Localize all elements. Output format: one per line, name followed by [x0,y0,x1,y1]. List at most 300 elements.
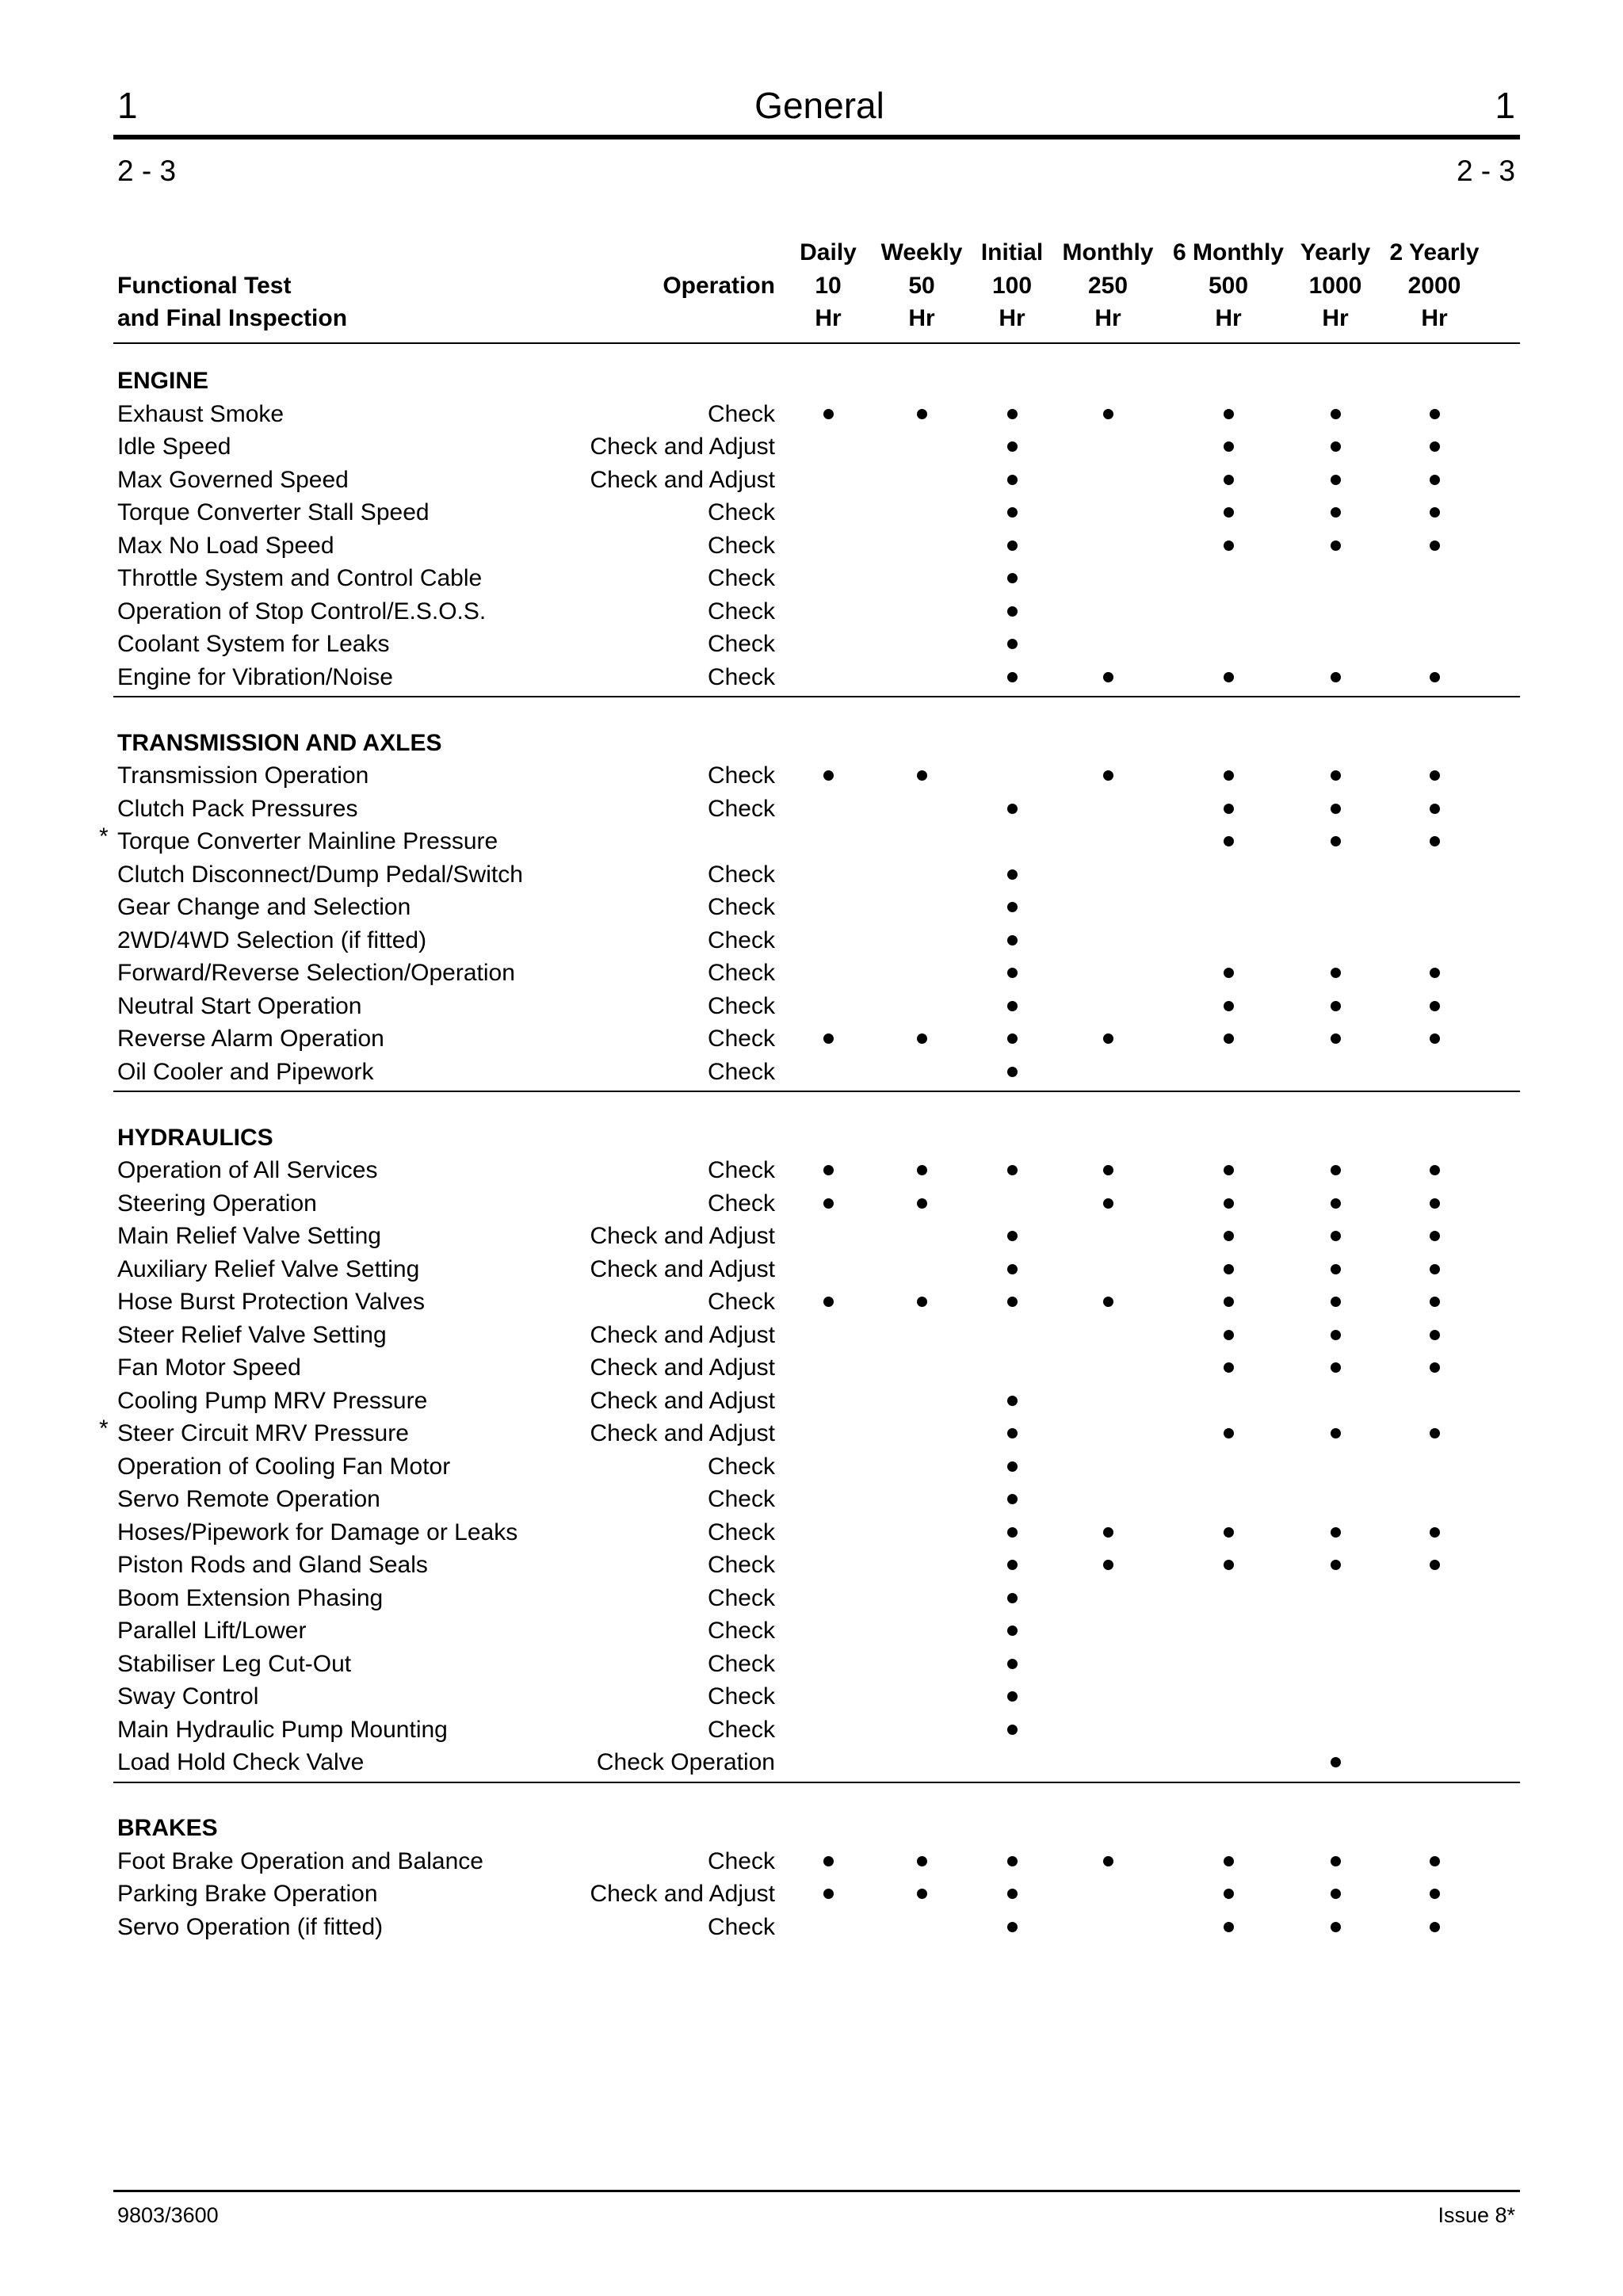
table-title-line: and Final Inspection [117,305,348,331]
interval-bullet-icon [1224,1428,1234,1438]
interval-bullet-icon [823,1033,834,1044]
interval-bullet-icon [1224,770,1234,781]
column-header-line: Initial [980,239,1044,266]
operation-cell: Check [707,400,775,427]
interval-bullet-icon [1103,1527,1113,1538]
table-row [0,1450,1623,1484]
interval-bullet-icon [1224,475,1234,485]
operation-cell: Check [707,1913,775,1940]
column-header-line: Hr [1322,305,1349,331]
interval-bullet-icon [1007,1428,1018,1438]
operation-cell: Check and Adjust [590,1881,775,1907]
table-row [0,1582,1623,1615]
interval-bullet-icon [1224,409,1234,419]
interval-bullet-icon [1103,1033,1113,1044]
page-number-left: 2 - 3 [117,155,177,187]
interval-bullet-icon [1007,409,1018,419]
inspection-item-label: Torque Converter Mainline Pressure [117,828,498,854]
interval-bullet-icon [1224,1165,1234,1175]
inspection-item-label: Operation of Stop Control/E.S.O.S. [117,598,487,625]
interval-bullet-icon [1331,1198,1341,1209]
interval-bullet-icon [1224,672,1234,682]
section-heading-row [0,1812,1623,1845]
interval-bullet-icon [1224,1033,1234,1044]
interval-bullet-icon [1224,836,1234,846]
inspection-item-label: Foot Brake Operation and Balance [117,1847,483,1874]
column-header-line: Yearly [1300,239,1371,266]
interval-bullet-icon [1224,1330,1234,1340]
interval-bullet-icon [1007,1626,1018,1636]
table-row [0,1154,1623,1187]
inspection-item-label: Max Governed Speed [117,466,349,493]
inspection-item-label: Sway Control [117,1683,259,1710]
interval-bullet-icon [1430,770,1440,781]
interval-bullet-icon [1430,1001,1440,1011]
inspection-item-label: Fan Motor Speed [117,1354,301,1381]
table-row [0,464,1623,497]
interval-bullet-icon [1007,1067,1018,1077]
operation-cell: Check [707,532,775,559]
operation-cell: Check [707,992,775,1019]
interval-column-header [1379,236,1490,335]
inspection-item-label: Servo Operation (if fitted) [117,1913,384,1940]
column-header-line: Hr [815,305,842,331]
inspection-item-label: Main Hydraulic Pump Mounting [117,1716,448,1743]
interval-bullet-icon [1331,1889,1341,1899]
interval-bullet-icon [1430,672,1440,682]
interval-bullet-icon [1224,1889,1234,1899]
column-header-line: Monthly [1062,239,1154,266]
interval-bullet-icon [1007,1297,1018,1307]
table-row [0,595,1623,628]
interval-bullet-icon [1331,1165,1341,1175]
operation-cell: Check and Adjust [590,466,775,493]
interval-bullet-icon [917,1033,927,1044]
interval-bullet-icon [823,1889,834,1899]
inspection-item-label: Steer Circuit MRV Pressure [117,1420,409,1446]
interval-bullet-icon [1331,770,1341,781]
interval-bullet-icon [1224,507,1234,518]
interval-bullet-icon [917,1856,927,1866]
table-row [0,1680,1623,1713]
operation-cell: Check [707,1618,775,1644]
interval-bullet-icon [1007,1264,1018,1274]
operation-cell: Check [707,1289,775,1315]
interval-bullet-icon [1007,475,1018,485]
interval-bullet-icon [1430,1856,1440,1866]
interval-bullet-icon [1007,541,1018,551]
inspection-item-label: Load Hold Check Valve [117,1749,365,1775]
inspection-item-label: Clutch Disconnect/Dump Pedal/Switch [117,861,523,888]
interval-bullet-icon [1224,1527,1234,1538]
table-row [0,858,1623,892]
amendment-asterisk: * [99,1415,109,1442]
interval-bullet-icon [1430,1527,1440,1538]
column-header-line: Hr [1421,305,1448,331]
page-number-right: 2 - 3 [1456,155,1515,187]
operation-cell: Check and Adjust [590,1321,775,1348]
interval-bullet-icon [1224,968,1234,978]
interval-bullet-icon [1430,836,1440,846]
inspection-item-label: Max No Load Speed [117,532,334,559]
interval-bullet-icon [1331,1527,1341,1538]
table-row [0,430,1623,464]
operation-cell: Check [707,1552,775,1578]
section-heading-row [0,365,1623,398]
header-rule [113,135,1520,139]
table-row [0,825,1623,858]
operation-cell: Check [707,1026,775,1052]
table-row [0,1911,1623,1944]
interval-bullet-icon [1224,1198,1234,1209]
operation-cell: Check [707,926,775,953]
interval-bullet-icon [1331,1033,1341,1044]
interval-bullet-icon [1224,1362,1234,1373]
table-row [0,628,1623,661]
table-row [0,1253,1623,1286]
operation-cell: Check [707,1650,775,1677]
interval-bullet-icon [1007,1560,1018,1570]
column-header-line: 10 [815,272,842,299]
column-header-line: 250 [1087,272,1128,299]
interval-bullet-icon [1331,672,1341,682]
interval-bullet-icon [1331,507,1341,518]
operation-cell: Check [707,663,775,690]
inspection-item-label: Exhaust Smoke [117,400,285,427]
table-row [0,1056,1623,1089]
interval-bullet-icon [1430,1362,1440,1373]
interval-bullet-icon [1007,1396,1018,1406]
interval-bullet-icon [1007,507,1018,518]
interval-bullet-icon [1007,1165,1018,1175]
table-row [0,1713,1623,1747]
page-header-right-number: 1 [1495,85,1515,126]
table-row [0,1516,1623,1549]
page-title: General [754,85,884,126]
interval-bullet-icon [1430,1165,1440,1175]
inspection-item-label: Operation of Cooling Fan Motor [117,1453,451,1480]
operation-cell: Check [707,1847,775,1874]
interval-bullet-icon [1007,1691,1018,1702]
interval-bullet-icon [1430,1889,1440,1899]
interval-bullet-icon [1331,1856,1341,1866]
interval-bullet-icon [1430,1198,1440,1209]
inspection-item-label: Boom Extension Phasing [117,1584,384,1611]
interval-bullet-icon [917,409,927,419]
inspection-item-label: Parallel Lift/Lower [117,1618,307,1644]
table-row [0,562,1623,595]
interval-bullet-icon [823,770,834,781]
footer-document-number: 9803/3600 [117,2203,219,2227]
inspection-item-label: Throttle System and Control Cable [117,565,483,591]
interval-bullet-icon [823,409,834,419]
operation-cell: Check and Adjust [590,1223,775,1249]
interval-bullet-icon [1331,1362,1341,1373]
interval-bullet-icon [1224,541,1234,551]
section-heading: BRAKES [117,1815,218,1841]
interval-bullet-icon [1430,1428,1440,1438]
inspection-item-label: Hose Burst Protection Valves [117,1289,425,1315]
table-row [0,1746,1623,1779]
interval-bullet-icon [1430,1560,1440,1570]
table-row [0,1878,1623,1911]
table-header-rule [113,342,1520,344]
interval-bullet-icon [1430,1231,1440,1241]
inspection-item-label: Stabiliser Leg Cut-Out [117,1650,352,1677]
operation-cell: Check [707,1683,775,1710]
interval-bullet-icon [1430,1297,1440,1307]
interval-bullet-icon [1103,1165,1113,1175]
interval-bullet-icon [1430,1033,1440,1044]
interval-bullet-icon [1007,935,1018,946]
operation-cell: Check Operation [596,1749,775,1775]
interval-bullet-icon [1331,1560,1341,1570]
interval-bullet-icon [1430,968,1440,978]
operation-cell: Check [707,499,775,525]
interval-bullet-icon [1331,1757,1341,1767]
operation-cell: Check [707,762,775,789]
interval-bullet-icon [1007,1033,1018,1044]
operation-cell: Check [707,1157,775,1183]
interval-bullet-icon [1224,1922,1234,1932]
interval-bullet-icon [917,1297,927,1307]
table-row [0,661,1623,694]
operation-cell: Check and Adjust [590,434,775,460]
table-row [0,1022,1623,1056]
column-header-line: 100 [991,272,1033,299]
inspection-item-label: Clutch Pack Pressures [117,795,358,822]
interval-bullet-icon [1430,1330,1440,1340]
interval-bullet-icon [1331,1297,1341,1307]
column-header-line: Daily [800,239,857,266]
interval-bullet-icon [1007,1593,1018,1603]
section-divider [113,696,1520,697]
table-row [0,759,1623,793]
column-header-line: 50 [908,272,935,299]
inspection-item-label: Neutral Start Operation [117,992,362,1019]
table-row [0,1220,1623,1253]
interval-bullet-icon [1430,804,1440,814]
interval-bullet-icon [1007,606,1018,617]
interval-bullet-icon [1007,1922,1018,1932]
column-header-line: 500 [1208,272,1249,299]
table-row [0,1648,1623,1681]
section-heading-row [0,727,1623,760]
interval-bullet-icon [1331,409,1341,419]
table-row [0,398,1623,431]
operation-column-header [571,236,775,335]
interval-bullet-icon [1331,1428,1341,1438]
interval-bullet-icon [1331,541,1341,551]
interval-bullet-icon [1331,1231,1341,1241]
interval-bullet-icon [1007,902,1018,912]
page-header-left-number: 1 [117,85,138,126]
interval-bullet-icon [1224,1231,1234,1241]
operation-cell: Check [707,565,775,591]
interval-bullet-icon [1430,441,1440,452]
operation-cell: Check [707,1190,775,1217]
section-divider [113,1782,1520,1783]
interval-bullet-icon [1007,573,1018,583]
footer-rule [113,2190,1520,2192]
inspection-item-label: Main Relief Valve Setting [117,1223,381,1249]
operation-cell: Check [707,598,775,625]
table-row [0,1549,1623,1582]
inspection-item-label: Parking Brake Operation [117,1881,378,1907]
column-header-line: Hr [908,305,935,331]
table-row [0,1286,1623,1319]
section-heading-row [0,1121,1623,1155]
column-header-line: 2 Yearly [1389,239,1480,266]
interval-bullet-icon [1331,1922,1341,1932]
interval-bullet-icon [823,1297,834,1307]
interval-bullet-icon [1430,1264,1440,1274]
interval-bullet-icon [1224,1560,1234,1570]
operation-cell: Check [707,1453,775,1480]
interval-bullet-icon [1224,804,1234,814]
interval-bullet-icon [1103,409,1113,419]
interval-bullet-icon [1007,672,1018,682]
operation-cell: Check [707,1486,775,1512]
operation-cell: Check [707,1519,775,1545]
interval-bullet-icon [1007,869,1018,880]
inspection-item-label: Cooling Pump MRV Pressure [117,1387,428,1414]
interval-bullet-icon [1331,804,1341,814]
interval-bullet-icon [1331,968,1341,978]
interval-column-header [1280,236,1391,335]
interval-bullet-icon [1007,1461,1018,1472]
operation-cell: Check and Adjust [590,1354,775,1381]
interval-bullet-icon [1007,1889,1018,1899]
interval-bullet-icon [917,1198,927,1209]
operation-cell: Check [707,960,775,986]
operation-cell: Check [707,861,775,888]
column-header-line: 1000 [1308,272,1362,299]
interval-bullet-icon [1331,1001,1341,1011]
operation-cell: Check and Adjust [590,1387,775,1414]
operation-cell: Check [707,1058,775,1085]
interval-bullet-icon [917,1165,927,1175]
interval-bullet-icon [1007,1856,1018,1866]
interval-bullet-icon [1331,441,1341,452]
table-row [0,1614,1623,1648]
column-header-line: 6 Monthly [1173,239,1284,266]
interval-bullet-icon [1007,441,1018,452]
interval-bullet-icon [1224,441,1234,452]
interval-bullet-icon [1430,1922,1440,1932]
interval-bullet-icon [1007,639,1018,649]
inspection-item-label: Piston Rods and Gland Seals [117,1552,428,1578]
interval-bullet-icon [823,1198,834,1209]
section-heading: HYDRAULICS [117,1124,273,1151]
section-heading: TRANSMISSION AND AXLES [117,729,442,756]
inspection-item-label: Auxiliary Relief Valve Setting [117,1255,420,1282]
inspection-item-label: Operation of All Services [117,1157,378,1183]
interval-bullet-icon [1007,1527,1018,1538]
column-header-line: Weekly [880,239,963,266]
inspection-item-label: Coolant System for Leaks [117,631,390,657]
interval-bullet-icon [823,1165,834,1175]
interval-bullet-icon [1103,770,1113,781]
table-row [0,793,1623,826]
column-header-line: 2000 [1407,272,1461,299]
table-row [0,1187,1623,1221]
interval-bullet-icon [823,1856,834,1866]
interval-bullet-icon [1331,1264,1341,1274]
inspection-item-label: Engine for Vibration/Noise [117,663,393,690]
table-title-line: Functional Test [117,272,292,299]
interval-bullet-icon [917,1889,927,1899]
operation-cell: Check and Adjust [590,1420,775,1446]
interval-column-header [1052,236,1163,335]
operation-label: Operation [663,272,775,299]
inspection-item-label: Idle Speed [117,434,231,460]
interval-bullet-icon [1103,1297,1113,1307]
table-row [0,1351,1623,1385]
interval-bullet-icon [1007,1231,1018,1241]
interval-bullet-icon [1430,409,1440,419]
interval-bullet-icon [1430,541,1440,551]
operation-cell: Check [707,894,775,920]
interval-bullet-icon [917,770,927,781]
footer-issue: Issue 8* [1438,2203,1515,2227]
interval-bullet-icon [1007,1494,1018,1504]
interval-bullet-icon [1007,1659,1018,1669]
inspection-item-label: Oil Cooler and Pipework [117,1058,374,1085]
interval-bullet-icon [1331,475,1341,485]
operation-cell: Check and Adjust [590,1255,775,1282]
inspection-item-label: Servo Remote Operation [117,1486,380,1512]
inspection-item-label: Reverse Alarm Operation [117,1026,384,1052]
column-header-line: Hr [1215,305,1242,331]
interval-bullet-icon [1007,1001,1018,1011]
inspection-item-label: Steering Operation [117,1190,317,1217]
interval-column-header [1173,236,1284,335]
table-row [0,529,1623,563]
amendment-asterisk: * [99,823,109,850]
interval-bullet-icon [1224,1001,1234,1011]
table-row [0,924,1623,957]
interval-bullet-icon [1331,1330,1341,1340]
inspection-item-label: Gear Change and Selection [117,894,411,920]
operation-cell: Check [707,1584,775,1611]
table-row [0,1385,1623,1418]
column-header-line: Hr [1094,305,1121,331]
inspection-item-label: Transmission Operation [117,762,369,789]
section-divider [113,1091,1520,1092]
inspection-item-label: Torque Converter Stall Speed [117,499,430,525]
inspection-item-label: Hoses/Pipework for Damage or Leaks [117,1519,518,1545]
interval-bullet-icon [1430,475,1440,485]
interval-bullet-icon [1103,1856,1113,1866]
operation-cell: Check [707,631,775,657]
interval-bullet-icon [1103,1560,1113,1570]
operation-cell: Check [707,795,775,822]
inspection-item-label: 2WD/4WD Selection (if fitted) [117,926,427,953]
interval-bullet-icon [1331,836,1341,846]
interval-bullet-icon [1007,1725,1018,1735]
table-row [0,1845,1623,1878]
interval-bullet-icon [1103,672,1113,682]
table-row [0,891,1623,924]
interval-bullet-icon [1224,1264,1234,1274]
table-row [0,496,1623,529]
operation-cell: Check [707,1716,775,1743]
inspection-item-label: Steer Relief Valve Setting [117,1321,387,1348]
table-row [0,1483,1623,1516]
interval-bullet-icon [1430,507,1440,518]
interval-column-header [957,236,1067,335]
